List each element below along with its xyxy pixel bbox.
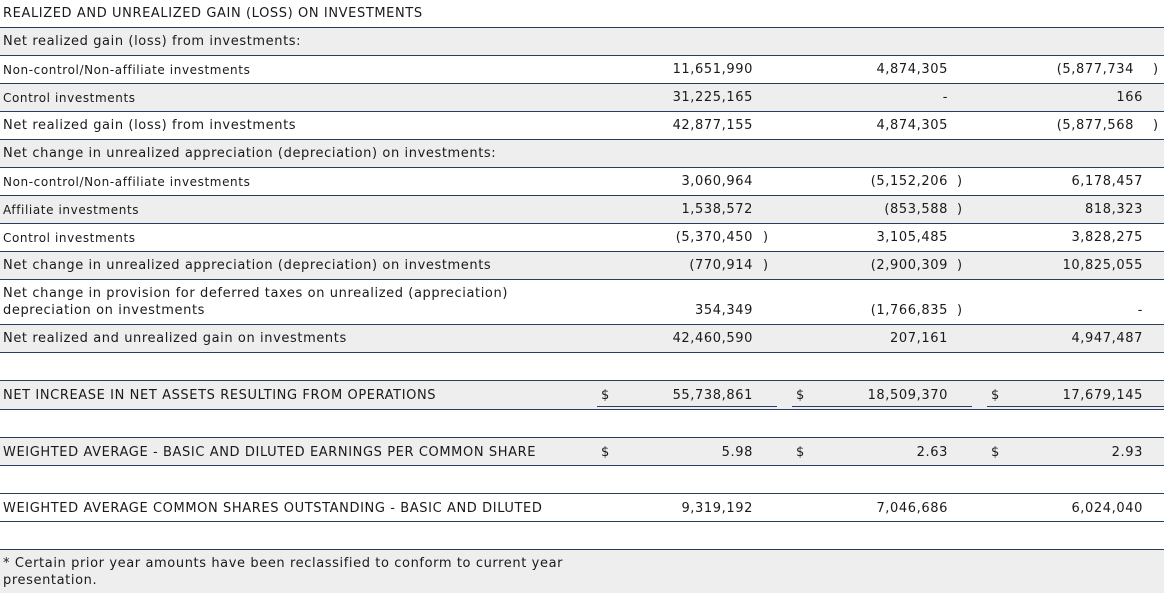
value-col-1: 1,538,572: [681, 202, 753, 217]
footnote-line-1: * Certain prior year amounts have been reclassified to conform to current year: [3, 556, 564, 571]
value-col-1: 3,060,964: [681, 174, 753, 189]
value-col-1: 354,349: [695, 303, 753, 318]
value-col-2: (5,152,206: [870, 174, 948, 189]
value-col-3: -: [1137, 303, 1143, 318]
value-col-1: 55,738,861: [672, 388, 753, 403]
value-col-1: 42,460,590: [672, 331, 753, 346]
value-col-3: 6,024,040: [1071, 501, 1143, 516]
table-row: [0, 280, 1164, 325]
value-col-1: 9,319,192: [681, 501, 753, 516]
value-col-1: 5.98: [721, 445, 753, 460]
value-col-2: -: [942, 90, 948, 105]
row-label: Net realized gain (loss) from investments:: [3, 34, 302, 49]
spacer-row: [0, 522, 1164, 550]
row-label-continued: depreciation on investments: [3, 303, 206, 318]
value-col-2: 7,046,686: [876, 501, 948, 516]
spacer-row: [0, 410, 1164, 438]
value-col-2: 4,874,305: [876, 62, 948, 77]
value-col-1: 31,225,165: [672, 90, 753, 105]
total-row: [0, 381, 1164, 410]
value-col-3: 818,323: [1085, 202, 1143, 217]
value-col-2: 18,509,370: [867, 388, 948, 403]
value-col-1: 11,651,990: [672, 62, 753, 77]
section-header-row: [0, 0, 1164, 28]
table-row: [0, 112, 1164, 140]
table-row: [0, 325, 1164, 353]
footnote: [0, 550, 1164, 593]
paren-close: ): [763, 258, 769, 273]
row-label: Control investments: [3, 231, 136, 245]
table-row: [0, 84, 1164, 112]
subsection-header-row: [0, 28, 1164, 56]
value-col-1: (770,914: [689, 258, 753, 273]
spacer-row: [0, 466, 1164, 494]
table-row: [0, 224, 1164, 252]
table-row: [0, 252, 1164, 280]
dollar-sign: $: [796, 388, 805, 403]
row-label: Non-control/Non-affiliate investments: [3, 63, 251, 77]
row-label: Net realized gain (loss) from investments: [3, 118, 297, 133]
value-col-2: 207,161: [890, 331, 948, 346]
paren-close: ): [957, 303, 963, 318]
table-row: [0, 168, 1164, 196]
dollar-sign: $: [991, 388, 1000, 403]
footnote-line-2: presentation.: [3, 573, 98, 588]
table-row: [0, 196, 1164, 224]
paren-close: ): [957, 258, 963, 273]
dollar-sign: $: [991, 445, 1000, 460]
row-label: Control investments: [3, 91, 136, 105]
dollar-sign: $: [601, 445, 610, 460]
double-underline: [597, 406, 777, 407]
paren-close: ): [1153, 118, 1159, 133]
row-label: Net change in provision for deferred taxes on unrealized (appreciation): [3, 286, 508, 301]
row-label: Affiliate investments: [3, 203, 140, 217]
double-underline: [792, 406, 972, 407]
spacer-row: [0, 353, 1164, 381]
value-col-1: 42,877,155: [672, 118, 753, 133]
row-label: Net change in unrealized appreciation (depreciation) on investments:: [3, 146, 497, 161]
value-col-3: (5,877,734: [1056, 62, 1134, 77]
dollar-sign: $: [796, 445, 805, 460]
paren-close: ): [957, 202, 963, 217]
subsection-header-row: [0, 140, 1164, 168]
value-col-2: (2,900,309: [870, 258, 948, 273]
row-label: Non-control/Non-affiliate investments: [3, 175, 251, 189]
value-col-3: 2.93: [1111, 445, 1143, 460]
row-label: NET INCREASE IN NET ASSETS RESULTING FROM OPERATIONS: [3, 388, 437, 403]
eps-row: [0, 438, 1164, 466]
value-col-3: 10,825,055: [1062, 258, 1143, 273]
table-row: [0, 56, 1164, 84]
value-col-3: 166: [1116, 90, 1143, 105]
value-col-2: (853,588: [884, 202, 948, 217]
shares-row: [0, 494, 1164, 522]
paren-close: ): [763, 230, 769, 245]
value-col-2: 3,105,485: [876, 230, 948, 245]
value-col-3: 4,947,487: [1071, 331, 1143, 346]
paren-close: ): [957, 174, 963, 189]
double-underline: [987, 406, 1164, 407]
row-label: Net change in unrealized appreciation (depreciation) on investments: [3, 258, 492, 273]
value-col-3: 3,828,275: [1071, 230, 1143, 245]
dollar-sign: $: [601, 388, 610, 403]
value-col-1: (5,370,450: [675, 230, 753, 245]
value-col-2: 2.63: [916, 445, 948, 460]
value-col-2: 4,874,305: [876, 118, 948, 133]
row-label: Net realized and unrealized gain on investments: [3, 331, 347, 346]
row-label: WEIGHTED AVERAGE - BASIC AND DILUTED EARNINGS PER COMMON SHARE: [3, 445, 537, 460]
paren-close: ): [1153, 62, 1159, 77]
row-label: REALIZED AND UNREALIZED GAIN (LOSS) ON INVESTMENTS: [3, 6, 423, 21]
value-col-2: (1,766,835: [870, 303, 948, 318]
row-label: WEIGHTED AVERAGE COMMON SHARES OUTSTANDING - BASIC AND DILUTED: [3, 501, 543, 516]
value-col-3: (5,877,568: [1056, 118, 1134, 133]
value-col-3: 17,679,145: [1062, 388, 1143, 403]
value-col-3: 6,178,457: [1071, 174, 1143, 189]
